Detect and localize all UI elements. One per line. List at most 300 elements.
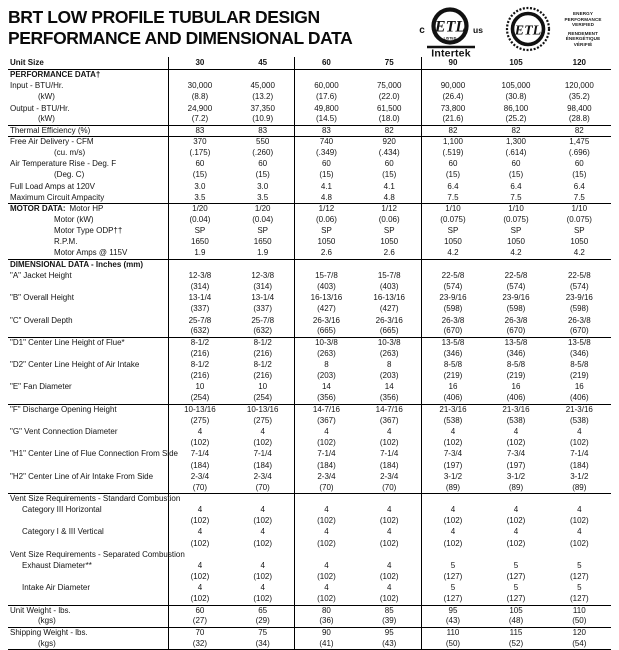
table-row — [8, 427, 611, 438]
table-row — [8, 404, 611, 415]
value-cell — [358, 259, 421, 270]
value-cell: 82 — [548, 125, 611, 136]
value-cell: (102) — [421, 538, 484, 549]
value-cell: (14.5) — [295, 114, 358, 125]
value-cell: 4.2 — [421, 248, 484, 259]
value-cell: (39) — [382, 616, 397, 626]
value-cell: (346) — [506, 348, 526, 358]
value-cell: 21-3/16 — [548, 404, 611, 415]
value-cell: 4 — [295, 560, 358, 571]
value-cell: 30,000 — [168, 81, 231, 92]
row-label: "A" Jacket Height — [10, 270, 72, 280]
value-cell: (0.075) — [566, 215, 592, 225]
table-row — [8, 360, 611, 371]
value-cell: (70) — [382, 482, 397, 492]
value-cell: 1/12 — [295, 203, 358, 214]
etl-energy-logo — [505, 6, 611, 52]
value-cell: 60 — [295, 159, 358, 170]
value-cell: 3.5 — [168, 192, 231, 203]
value-cell: 12-3/8 — [251, 270, 275, 280]
value-cell: (275) — [253, 415, 273, 425]
page-header — [8, 6, 611, 58]
value-cell: 7.5 — [510, 192, 522, 202]
value-cell: (102) — [379, 572, 399, 582]
value-cell: (102) — [295, 438, 358, 449]
value-cell: (.696) — [568, 148, 590, 158]
value-cell: 60 — [511, 159, 521, 169]
value-cell: 90 — [295, 627, 358, 638]
value-cell: 13-1/4 — [168, 293, 231, 304]
row-label — [8, 460, 168, 471]
table-row — [8, 471, 611, 482]
value-cell: (406) — [421, 393, 484, 404]
value-cell: 75,000 — [376, 81, 402, 91]
column-header-30: 30 — [168, 57, 231, 70]
value-cell: (346) — [421, 348, 484, 359]
value-cell: 23-9/16 — [565, 293, 593, 303]
row-label: "B" Overall Height — [10, 293, 74, 303]
row-label: Maximum Circuit Ampacity — [10, 192, 105, 202]
etl-mark-text: ETL — [434, 18, 466, 36]
value-cell: 3.0 — [257, 181, 269, 191]
value-cell: 4 — [295, 527, 358, 538]
value-cell: (15) — [255, 170, 270, 180]
table-row — [8, 527, 611, 538]
value-cell: (538) — [506, 415, 526, 425]
value-cell: (89) — [421, 482, 484, 493]
value-cell: (219) — [506, 371, 526, 381]
value-cell: 37,350 — [250, 103, 275, 113]
value-cell: 16 — [421, 382, 484, 393]
row-label: Motor Amps @ 115V — [54, 248, 128, 258]
value-cell: (0.075) — [421, 215, 484, 226]
value-cell: 26-3/8 — [567, 315, 591, 325]
column-header-120: 120 — [572, 58, 586, 67]
value-cell: 4 — [386, 583, 392, 593]
value-cell: (102) — [253, 538, 273, 548]
value-cell: (25.2) — [505, 114, 527, 124]
value-cell: (18.0) — [378, 114, 400, 124]
value-cell: 110 — [421, 627, 484, 638]
value-cell: 4 — [386, 505, 392, 515]
row-label — [8, 516, 168, 527]
value-cell: 120,000 — [564, 81, 594, 91]
value-cell: (337) — [168, 304, 231, 315]
row-label: (kgs) — [8, 638, 168, 649]
value-cell: 4 — [295, 505, 358, 516]
value-cell: (15) — [421, 170, 484, 181]
value-cell: 14 — [295, 382, 358, 393]
table-row — [8, 382, 611, 393]
table-row — [8, 103, 611, 114]
value-cell: 4.1 — [383, 181, 395, 191]
table-row — [8, 170, 611, 181]
value-cell: 4 — [421, 505, 484, 516]
value-cell: (184) — [295, 460, 358, 471]
value-cell: 1050 — [507, 237, 525, 247]
table-row — [8, 516, 611, 527]
value-cell: 10 — [168, 382, 231, 393]
value-cell: 7.5 — [421, 192, 484, 203]
row-label — [8, 304, 168, 315]
value-cell: (102) — [379, 516, 399, 526]
row-label: (kW) — [38, 114, 55, 124]
value-cell: 60 — [168, 605, 231, 616]
table-header-row — [8, 57, 611, 70]
value-cell: (254) — [168, 393, 231, 404]
value-cell: (367) — [379, 415, 399, 425]
table-row — [8, 114, 611, 125]
value-cell — [484, 70, 547, 81]
value-cell — [358, 493, 421, 504]
value-cell: 10-13/16 — [168, 404, 231, 415]
value-cell: (89) — [572, 482, 587, 492]
table-row — [8, 237, 611, 248]
value-cell: 4 — [513, 527, 519, 537]
column-header-90: 90 — [421, 57, 484, 70]
row-label: Air Temperature Rise - Deg. F — [10, 159, 117, 169]
value-cell: 8 — [295, 360, 358, 371]
row-label: Motor Type ODP†† — [54, 226, 123, 236]
row-label: Vent Size Requirements - Standard Combustion — [10, 494, 181, 504]
value-cell: 23-9/16 — [421, 293, 484, 304]
value-cell: 4 — [260, 527, 265, 537]
value-cell: (102) — [379, 538, 399, 548]
value-cell: 3-1/2 — [506, 471, 526, 481]
value-cell: 24,900 — [168, 103, 231, 114]
caption-line: VÉRIFIÉ — [573, 41, 593, 47]
value-cell: (10.9) — [252, 114, 274, 124]
value-cell: 7-1/4 — [253, 449, 272, 459]
etl-c-text: c — [419, 25, 425, 36]
value-cell: 1650 — [168, 237, 231, 248]
row-label: (kgs) — [38, 616, 56, 626]
value-cell: 110 — [548, 605, 611, 616]
value-cell: 86,100 — [503, 103, 529, 113]
value-cell: (102) — [168, 594, 231, 605]
value-cell: 61,500 — [376, 103, 402, 113]
value-cell: (670) — [506, 326, 526, 336]
row-label: Input - BTU/Hr. — [10, 81, 64, 91]
value-cell: (102) — [253, 438, 273, 448]
page-title-line1: BRT LOW PROFILE TUBULAR DESIGN — [8, 7, 320, 27]
row-label: R.P.M. — [54, 237, 78, 247]
value-cell: (216) — [253, 348, 273, 358]
value-cell — [168, 259, 231, 270]
value-cell: (102) — [253, 516, 273, 526]
value-cell: 8-5/8 — [570, 360, 589, 370]
value-cell: 1/10 — [421, 203, 484, 214]
value-cell: (219) — [569, 371, 589, 381]
section-header-row — [8, 70, 611, 81]
table-row — [8, 315, 611, 326]
value-cell: 4 — [168, 505, 231, 516]
value-cell: 60 — [168, 159, 231, 170]
value-cell: 1650 — [253, 237, 272, 247]
value-cell: 5 — [421, 583, 484, 594]
row-label: "H2" Center Line of Air Intake From Side — [10, 471, 154, 481]
etl-us-text: us — [473, 25, 483, 35]
value-cell: 26-3/8 — [504, 315, 528, 325]
row-label: Motor (kW) — [54, 215, 94, 225]
value-cell — [295, 70, 358, 81]
value-cell: (102) — [168, 438, 231, 449]
value-cell — [168, 70, 231, 81]
value-cell: (184) — [379, 460, 399, 470]
table-row — [8, 148, 611, 159]
row-label: Shipping Weight - lbs. — [8, 627, 168, 638]
column-header-unit-size: Unit Size — [10, 58, 44, 67]
value-cell: 4 — [421, 427, 484, 438]
value-cell: (574) — [506, 282, 526, 292]
value-cell: 4.2 — [510, 248, 522, 258]
value-cell: 1/20 — [168, 203, 231, 214]
value-cell: 2.6 — [383, 248, 395, 258]
value-cell: 115 — [484, 627, 547, 638]
table-row — [8, 159, 611, 170]
value-cell: 1,475 — [548, 136, 611, 147]
value-cell: (15) — [508, 170, 524, 180]
value-cell: 85 — [358, 605, 421, 616]
value-cell: 7-1/4 — [168, 449, 231, 460]
value-cell: 5 — [577, 560, 582, 570]
value-cell: 3.5 — [257, 192, 269, 202]
table-row — [8, 348, 611, 359]
value-cell: 21-3/16 — [421, 404, 484, 415]
value-cell: 10 — [258, 382, 268, 392]
value-cell: (102) — [569, 438, 589, 448]
value-cell: 4 — [421, 527, 484, 538]
value-cell: (216) — [168, 348, 231, 359]
value-cell: (127) — [421, 594, 484, 605]
value-cell: (219) — [421, 371, 484, 382]
row-label — [8, 594, 168, 605]
value-cell: (102) — [506, 516, 526, 526]
value-cell: (28.8) — [568, 114, 590, 124]
table-row — [8, 293, 611, 304]
row-label: Thermal Efficiency (%) — [8, 125, 168, 136]
value-cell: 8-5/8 — [421, 360, 484, 371]
row-label — [8, 348, 168, 359]
value-cell: (184) — [168, 460, 231, 471]
value-cell: 370 — [168, 136, 231, 147]
row-label: Intake Air Diameter — [22, 583, 91, 593]
value-cell: 95 — [358, 627, 421, 638]
value-cell: (32) — [168, 638, 231, 649]
table-row — [8, 136, 611, 147]
table-row — [8, 493, 611, 504]
value-cell: 4 — [513, 505, 519, 515]
table-row — [8, 337, 611, 348]
value-cell: (216) — [168, 371, 231, 382]
value-cell: 60 — [384, 159, 394, 169]
row-label: Exhaust Diameter** — [22, 560, 92, 570]
table-row — [8, 270, 611, 281]
value-cell: 10-3/8 — [358, 337, 421, 348]
value-cell: (102) — [168, 538, 231, 549]
value-cell: (50) — [421, 638, 484, 649]
value-cell: 15-7/8 — [295, 270, 358, 281]
value-cell: (0.06) — [295, 215, 358, 226]
row-label: PERFORMANCE DATA† — [8, 70, 168, 81]
table-row — [8, 438, 611, 449]
value-cell: (0.04) — [168, 215, 231, 226]
etl-energy-caption — [555, 11, 611, 47]
value-cell: 26-3/8 — [421, 315, 484, 326]
value-cell: (197) — [506, 460, 526, 470]
section-header-row — [8, 259, 611, 270]
value-cell: (.349) — [295, 148, 358, 159]
value-cell: 14 — [384, 382, 394, 392]
value-cell — [231, 549, 294, 560]
value-cell: (102) — [569, 538, 589, 548]
etl-energy-logo-icon — [505, 6, 551, 52]
value-cell: (30.8) — [505, 92, 527, 102]
value-cell: 60 — [258, 159, 268, 169]
row-label: MOTOR DATA: Motor HP — [8, 203, 168, 214]
table-row — [8, 415, 611, 426]
value-cell: (27) — [168, 616, 231, 627]
value-cell: 13-1/4 — [251, 293, 275, 303]
value-cell: (574) — [421, 281, 484, 292]
column-header-105: 105 — [509, 58, 523, 67]
value-cell: (127) — [421, 572, 484, 583]
value-cell: (0.04) — [252, 215, 274, 225]
table-row — [8, 560, 611, 571]
value-cell: (314) — [253, 282, 273, 292]
value-cell: (216) — [253, 371, 273, 381]
value-cell: (41) — [295, 638, 358, 649]
value-cell: (197) — [421, 460, 484, 471]
value-cell: (102) — [168, 572, 231, 583]
value-cell: 82 — [421, 125, 484, 136]
value-cell: 4 — [577, 505, 582, 515]
value-cell: 1050 — [380, 237, 399, 247]
caption-line: VERIFIED — [572, 22, 594, 27]
value-cell — [358, 70, 421, 81]
value-cell: (184) — [253, 460, 273, 470]
value-cell: SP — [295, 226, 358, 237]
row-label: "F" Discharge Opening Height — [8, 404, 168, 415]
value-cell: 8-1/2 — [231, 337, 294, 348]
table-row — [8, 248, 611, 259]
value-cell: 2-3/4 — [380, 471, 399, 481]
value-cell: (184) — [569, 460, 589, 470]
value-cell — [421, 549, 484, 560]
row-label: Vent Size Requirements - Separated Combustion — [10, 549, 185, 559]
value-cell — [421, 70, 484, 81]
value-cell: 105,000 — [501, 81, 531, 91]
value-cell: 60 — [421, 159, 484, 170]
value-cell: (15) — [295, 170, 358, 181]
value-cell: 5 — [421, 560, 484, 571]
value-cell — [295, 493, 358, 504]
value-cell: (127) — [506, 594, 526, 604]
value-cell: (26.4) — [421, 92, 484, 103]
value-cell: 740 — [295, 136, 358, 147]
value-cell: (21.6) — [421, 114, 484, 125]
certification-logos — [412, 6, 611, 58]
value-cell: (406) — [569, 393, 589, 403]
value-cell — [421, 259, 484, 270]
value-cell: (538) — [569, 415, 589, 425]
value-cell: (102) — [379, 438, 399, 448]
value-cell: 25-7/8 — [251, 315, 275, 325]
value-cell: (598) — [506, 304, 526, 314]
value-cell: (.519) — [421, 148, 484, 159]
value-cell: (50) — [572, 616, 587, 626]
value-cell: (356) — [379, 393, 399, 403]
value-cell: 4 — [295, 583, 358, 594]
value-cell: 1.9 — [257, 248, 269, 258]
value-cell: 4 — [168, 427, 231, 438]
value-cell: (34) — [231, 638, 294, 649]
value-cell: 1,300 — [484, 136, 547, 147]
table-row — [8, 605, 611, 616]
value-cell: 6.4 — [421, 181, 484, 192]
value-cell: 15-7/8 — [377, 270, 401, 280]
value-cell: (70) — [295, 482, 358, 493]
value-cell — [484, 549, 547, 560]
value-cell: (8.8) — [168, 92, 231, 103]
value-cell: 4.2 — [573, 248, 585, 258]
value-cell: (254) — [253, 393, 273, 403]
table-row — [8, 594, 611, 605]
value-cell — [295, 549, 358, 560]
value-cell: (665) — [379, 326, 399, 336]
value-cell — [421, 493, 484, 504]
row-label — [8, 281, 168, 292]
value-cell: 2.6 — [295, 248, 358, 259]
value-cell: 550 — [231, 136, 294, 147]
row-label: "D2" Center Line Height of Air Intake — [10, 360, 140, 370]
value-cell: (89) — [508, 482, 524, 492]
value-cell: 90,000 — [421, 81, 484, 92]
value-cell: 4 — [386, 560, 392, 570]
table-row — [8, 482, 611, 493]
value-cell: 3.0 — [168, 181, 231, 192]
table-row — [8, 505, 611, 516]
table-row — [8, 460, 611, 471]
value-cell: (275) — [168, 415, 231, 426]
value-cell: (102) — [421, 438, 484, 449]
value-cell: 73,800 — [421, 103, 484, 114]
value-cell: 7.5 — [573, 192, 585, 202]
value-cell: 8-5/8 — [506, 360, 526, 370]
value-cell: 8-1/2 — [253, 360, 272, 370]
caption-line: ÉNERGÉTIQUE — [565, 36, 601, 41]
row-label: (cu. m/s) — [54, 148, 86, 158]
value-cell: 1,100 — [421, 136, 484, 147]
row-label — [8, 371, 168, 382]
value-cell: 1/20 — [231, 203, 294, 214]
table-row — [8, 304, 611, 315]
value-cell: (427) — [379, 304, 399, 314]
value-cell: (.175) — [168, 148, 231, 159]
table-row — [8, 393, 611, 404]
table-row — [8, 215, 611, 226]
row-label: DIMENSIONAL DATA - Inches (mm) — [8, 259, 168, 270]
value-cell: 26-3/16 — [295, 315, 358, 326]
column-header-75: 75 — [384, 58, 394, 67]
row-label — [8, 438, 168, 449]
value-cell: (15) — [168, 170, 231, 181]
value-cell: 83 — [168, 125, 231, 136]
value-cell: 2-3/4 — [295, 471, 358, 482]
table-row — [8, 549, 611, 560]
value-cell — [548, 493, 611, 504]
table-row — [8, 92, 611, 103]
